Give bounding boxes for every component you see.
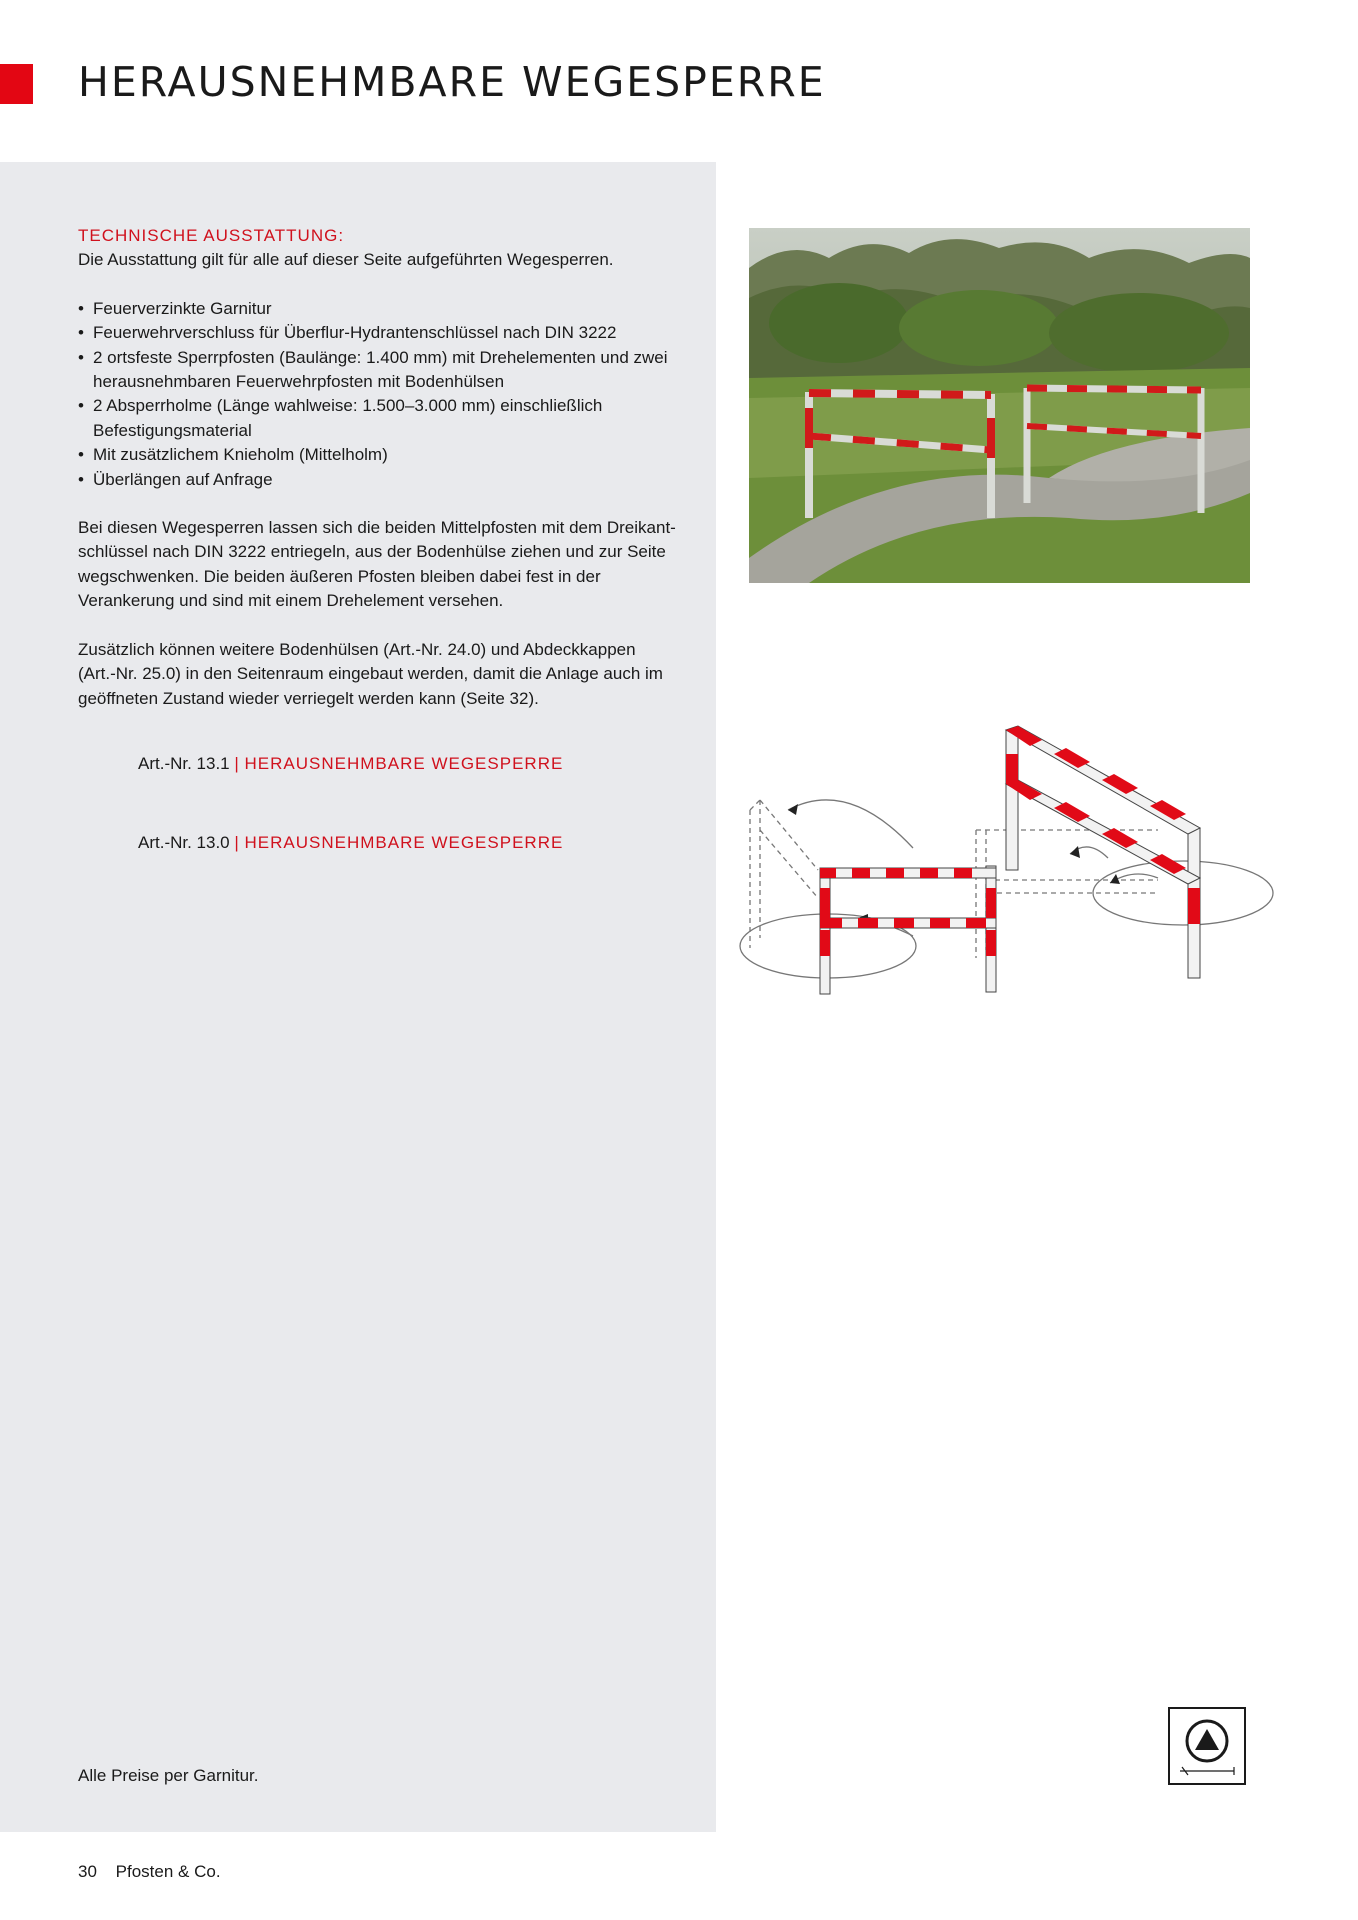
section-heading: TECHNISCHE AUSSTATTUNG: [78,226,345,245]
page-number: 30 [78,1862,97,1881]
accent-square [0,64,33,104]
article-name: HERAUSNEHMBARE WEGESPERRE [244,754,564,773]
article-name: HERAUSNEHMBARE WEGESPERRE [244,833,564,852]
list-item: • 2 ortsfeste Sperrpfosten (Baulänge: 1.400 mm) mit Drehelementen und zwei herausnehmbaren Feuerwehrpfosten mit Bodenhülsen [78,346,678,395]
article-separator: | [234,833,240,852]
section-intro: Die Ausstattung gilt für alle auf dieser Seite aufgeführten Wegesperren. [78,250,614,270]
article-separator: | [234,754,240,773]
article-13-0 [138,833,563,853]
list-item: • Mit zusätzlichem Knieholm (Mittelholm) [78,443,678,467]
barrier-diagram [738,718,1278,1008]
list-item: • Überlängen auf Anfrage [78,468,678,492]
section-name: Pfosten & Co. [115,1862,221,1881]
feature-list [78,297,678,492]
list-item: • Feuerverzinkte Garnitur [78,297,678,321]
product-photo [749,228,1250,583]
triangle-key-icon [1168,1707,1246,1785]
article-13-1 [138,754,563,774]
list-item: • 2 Absperrholme (Länge wahlweise: 1.500–3.000 mm) einschließlich Befestigungsmaterial [78,394,678,443]
list-item: • Feuerwehrverschluss für Überflur-Hydrantenschlüssel nach DIN 3222 [78,321,678,345]
technical-section [78,224,678,711]
accessory-paragraph: Zusätzlich können weitere Bodenhülsen (Art.-Nr. 24.0) und Abdeckkappen (Art.-Nr. 25.0) in den Seitenraum eingebaut werden, damit die Anlage auch im geöffneten Zustand wieder verriegelt werden kann (Seite 32). [78,639,663,708]
price-note: Alle Preise per Garnitur. [78,1766,259,1785]
description-paragraph: Bei diesen Wegesperren lassen sich die beiden Mittelpfosten mit dem Dreikant-schlüssel nach DIN 3222 entriegeln, aus der Bodenhülse ziehen und zur Seite wegschwenken. Die beiden äußeren Pfosten bleiben dabei fest in der Verankerung und sind mit einem Drehelement versehen. [78,518,676,611]
page-title: HERAUSNEHMBARE WEGESPERRE [78,58,826,106]
page-footer [78,1862,221,1882]
article-number: Art.-Nr. 13.0 [138,833,230,852]
article-number: Art.-Nr. 13.1 [138,754,230,773]
